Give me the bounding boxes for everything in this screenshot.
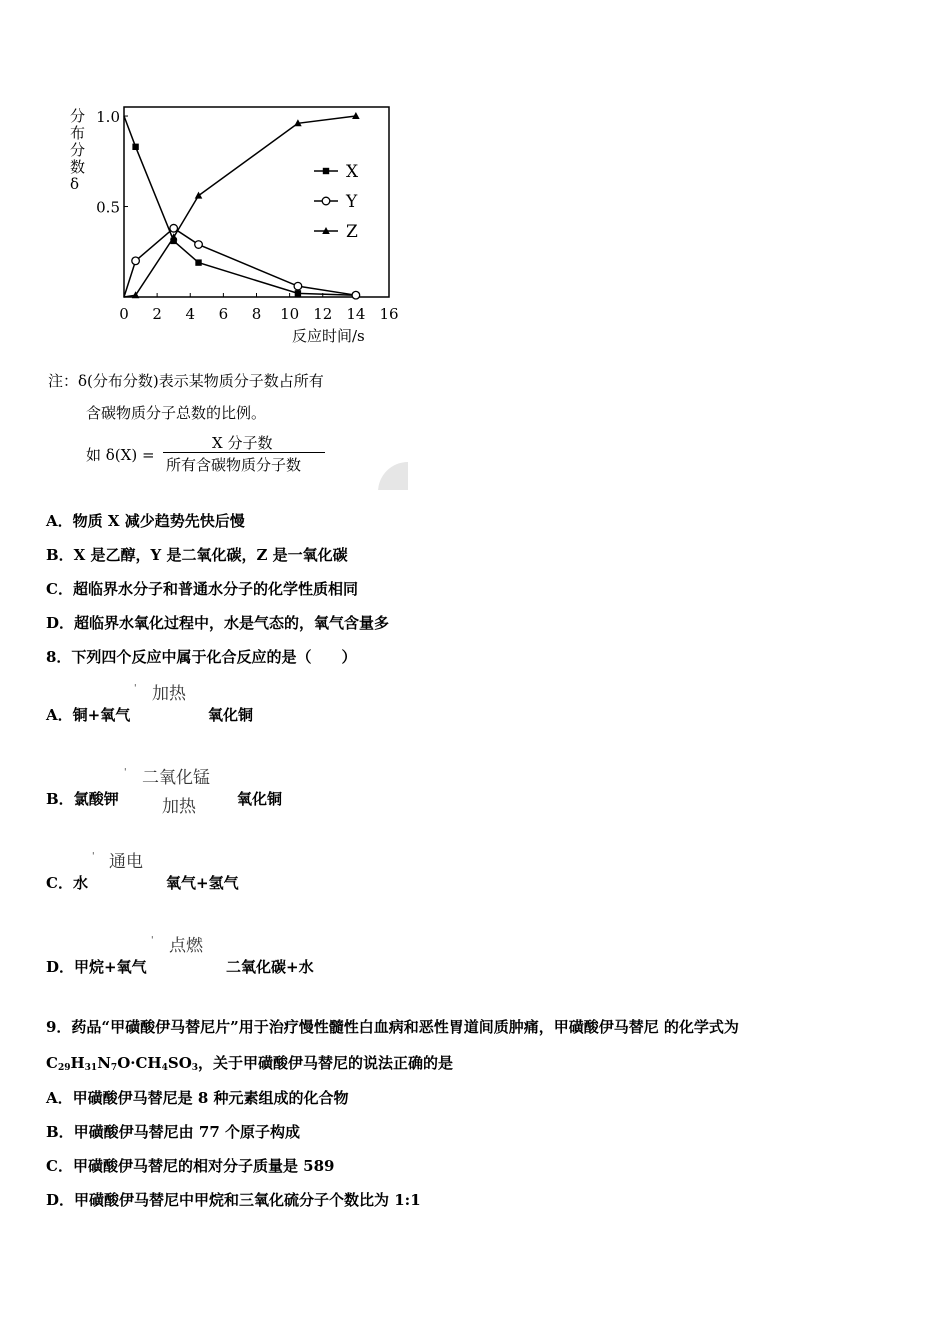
legend-label-y: Y	[346, 192, 358, 212]
chart-svg	[60, 95, 420, 355]
q9-option-d: D．甲磺酸伊马替尼中甲烷和三氧化硫分子个数比为 1:1	[46, 1191, 421, 1209]
q8-c-left: 水	[72, 874, 88, 892]
series-line-y	[124, 228, 356, 297]
note-line-2: 含碳物质分子总数的比例。	[86, 404, 267, 422]
y-label-char: 分	[70, 107, 86, 125]
x-tick-label: 6	[218, 305, 229, 323]
legend	[314, 162, 359, 242]
q7-option-a: A．物质 X 减少趋势先快后慢	[46, 512, 245, 530]
q8-a-label: A．	[46, 706, 73, 724]
q9-option-b: B．甲磺酸伊马替尼由 77 个原子构成	[46, 1123, 300, 1141]
series-line-x	[124, 116, 356, 295]
q8-d-condition: 点燃	[169, 936, 203, 956]
q8-option-c	[46, 872, 88, 893]
x-tick-label: 2	[152, 305, 162, 323]
q8-c-condition: 通电	[109, 852, 143, 872]
q8-option-b	[46, 788, 119, 809]
q7-option-c: C．超临界水分子和普通水分子的化学性质相同	[46, 580, 358, 598]
fraction-bar	[163, 452, 325, 453]
q8-option-a	[46, 704, 130, 725]
x-tick-label: 12	[313, 305, 333, 323]
formula-denominator: 所有含碳物质分子数	[166, 456, 302, 474]
q8-b-condition: 二氧化锰	[142, 768, 210, 788]
legend-label-z: Z	[346, 222, 358, 242]
q8-d-label: D．	[46, 958, 75, 976]
q8-a-condition: 加热	[152, 684, 186, 704]
q8-d-left: 甲烷+氧气	[74, 958, 147, 976]
axis-ticks	[96, 108, 398, 323]
q9-stem-line-1: 9．药品“甲磺酸伊马替尼片”用于治疗慢性髓性白血病和恶性胃道间质肿痛，甲磺酸伊马替尼 的化学式为	[46, 1018, 739, 1036]
data-point-y	[170, 224, 178, 232]
q8-c-label: C．	[46, 874, 73, 892]
x-tick-label: 0	[119, 305, 129, 323]
y-label-char: 分	[70, 141, 86, 159]
distribution-chart	[60, 95, 420, 355]
q8-a-right: 氧化铜	[208, 706, 254, 724]
data-point-y	[352, 291, 360, 299]
q7-option-b: B．X 是乙醇，Y 是二氧化碳，Z 是一氧化碳	[46, 546, 348, 564]
y-label-char: 数	[70, 158, 86, 176]
q8-option-d	[46, 956, 147, 977]
y-label-char: 布	[70, 124, 86, 142]
q9-option-c: C．甲磺酸伊马替尼的相对分子质量是 589	[46, 1157, 335, 1175]
q8-b-left: 氯酸钾	[73, 790, 119, 808]
q8-stem: 8．下列四个反应中属于化合反应的是（ ）	[46, 648, 357, 666]
data-point-x	[195, 259, 201, 265]
y-tick-label: 0.5	[96, 198, 120, 217]
q9-stem-line-2: $C_{29}H_{31}N_7O\cdot CH_4SO_3$，关于甲磺酸伊马替尼的说法正确的是	[46, 1054, 454, 1073]
condition-dot: '	[134, 684, 137, 694]
y-axis-label	[70, 107, 85, 193]
q8-b-label: B．	[46, 790, 74, 808]
data-point-y	[195, 241, 203, 249]
data-point-x	[132, 144, 138, 150]
q7-option-d: D．超临界水氧化过程中，水是气态的，氧气含量多	[46, 614, 390, 632]
data-point-z	[195, 192, 203, 199]
x-tick-label: 8	[251, 305, 262, 323]
q8-b-right: 氧化铜	[237, 790, 283, 808]
x-tick-label: 14	[346, 305, 366, 323]
legend-label-x: X	[346, 162, 359, 182]
x-tick-label: 4	[185, 305, 196, 323]
x-tick-label: 16	[379, 305, 399, 323]
formula-prefix: 如 δ(X) =	[86, 446, 155, 464]
q8-b-condition-2: 加热	[162, 797, 196, 817]
condition-dot: '	[124, 768, 127, 778]
legend-marker-x	[323, 168, 329, 174]
formula-numerator: X 分子数	[212, 434, 273, 452]
series-lines	[124, 112, 360, 299]
condition-dot: '	[92, 852, 95, 862]
q8-a-left: 铜+氧气	[72, 706, 131, 724]
y-tick-label: 1.0	[96, 108, 120, 127]
y-label-char: δ	[70, 175, 80, 193]
chem-formula: $C_{29}H_{31}N_7O\cdot CH_4SO_3$	[46, 1054, 199, 1073]
data-point-z	[352, 112, 360, 119]
q8-d-right: 二氧化碳+水	[226, 958, 314, 976]
series-line-z	[124, 116, 356, 297]
q8-c-right: 氧气+氢气	[166, 874, 239, 892]
data-point-y	[294, 282, 302, 290]
legend-marker-y	[322, 197, 330, 205]
x-tick-label: 10	[280, 305, 300, 323]
data-point-x	[295, 290, 301, 296]
q9-option-a: A．甲磺酸伊马替尼是 8 种元素组成的化合物	[46, 1089, 349, 1107]
condition-dot: '	[151, 936, 154, 946]
x-axis-label: 反应时间/s	[292, 327, 365, 345]
data-point-y	[132, 257, 140, 265]
note-line-1: 注：δ(分布分数)表示某物质分子数占所有	[48, 372, 324, 390]
